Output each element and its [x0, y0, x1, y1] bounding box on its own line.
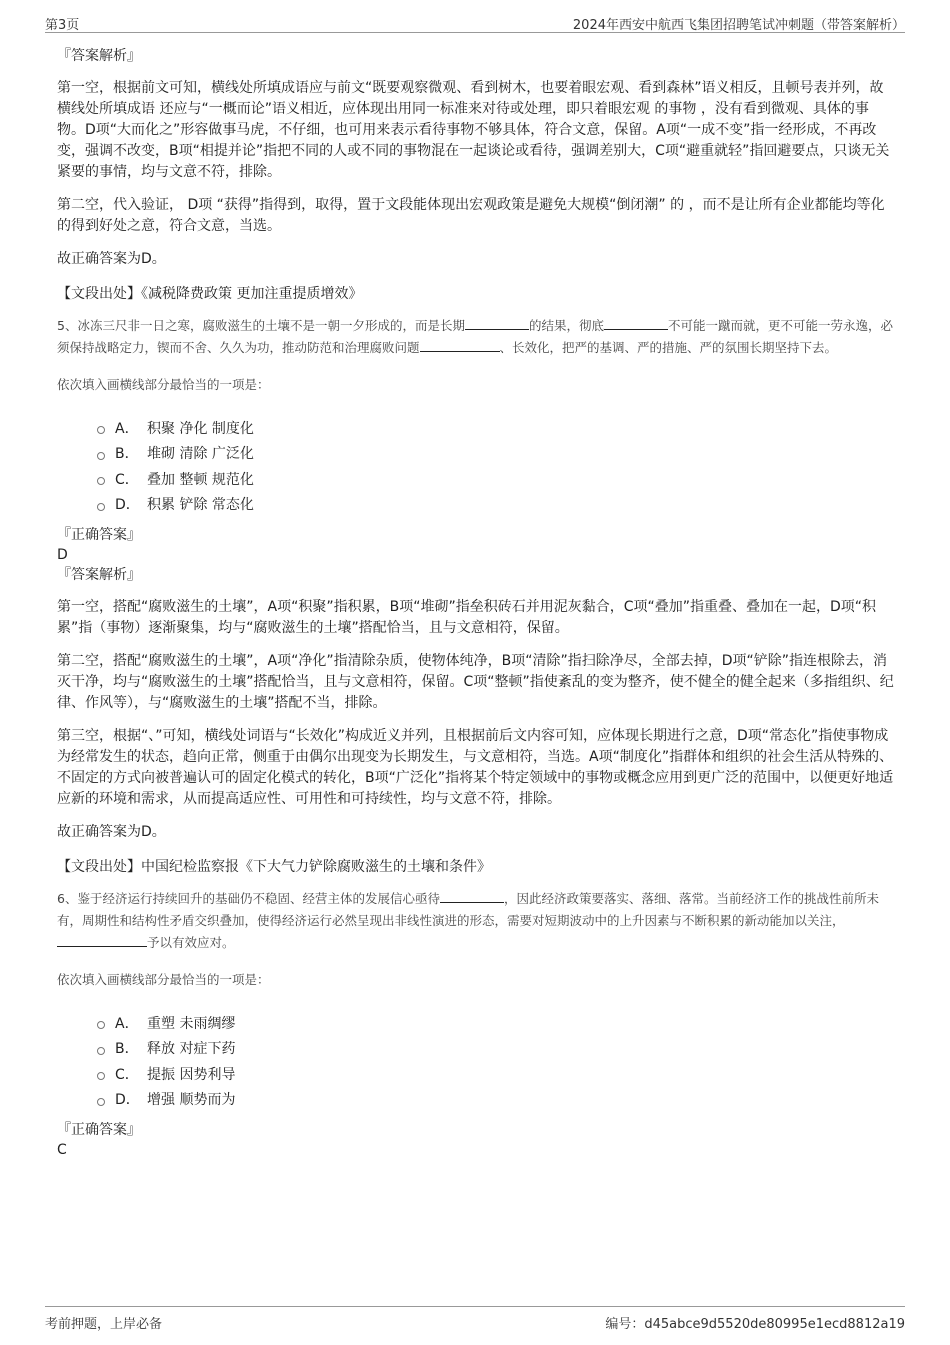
- page-content: [57, 46, 895, 1160]
- explanation-paragraph: 第一空，搭配“腐败滋生的土壤”，A项“积聚”指积累，B项“堆砌”指垒积砖石并用泥灰黏合，C项“叠加”指重叠、叠加在一起，D项“积累”指（事物）逐渐聚集，均与“腐败滋生的土壤”搭配恰当，且与文意相符，保留。: [57, 599, 877, 636]
- blank: [440, 889, 504, 903]
- question-instruction: 依次填入画横线部分最恰当的一项是：: [57, 972, 270, 987]
- explanation-paragraph: 第三空，根据“、”可知，横线处词语与“长效化”构成近义并列，且根据前后文内容可知，应体现长期进行之意，D项“常态化”指使事物成为经常发生的状态，趋向正常，侧重于由偶尔出现变为长期发生，与文意相符，当选。A项“制度化”指群体和组织的社会生活从特殊的、不固定的方式向被普遍认可的固定化模式的转化，B项“广泛化”指将某个特定领域中的事物或概念应用到更广泛的范围中，以便更好地适应新的环境和需求，从而提高适应性、可用性和可持续性，均与文意不符，排除。: [57, 728, 894, 807]
- option-d[interactable]: D． 积累 铲除 常态化: [97, 492, 895, 518]
- source-citation: 【文段出处】《减税降费政策 更加注重提质增效》: [57, 286, 363, 302]
- blank: [57, 933, 147, 947]
- document-id: 编号：d45abce9d5520de80995e1ecd8812a19: [605, 1317, 905, 1332]
- explanation-paragraph: 第二空，搭配“腐败滋生的土壤”，A项“净化”指清除杂质，使物体纯净，B项“清除”指扫除净尽，全部去掉，D项“铲除”指连根除去，消灭干净，均与“腐败滋生的土壤”搭配恰当，且与文意相符，保留。C项“整顿”指使紊乱的变为整齐，使不健全的健全起来（多指组织、纪律、作风等），与“腐败滋生的土壤”搭配不当，排除。: [57, 653, 894, 711]
- blank: [420, 338, 500, 352]
- option-d[interactable]: D． 增强 顺势而为: [97, 1087, 895, 1113]
- radio-icon[interactable]: [97, 1047, 105, 1055]
- correct-answer: C: [57, 1142, 67, 1158]
- source-citation: 【文段出处】中国纪检监察报《下大气力铲除腐败滋生的土壤和条件》: [57, 859, 491, 875]
- radio-icon[interactable]: [97, 426, 105, 434]
- question-stem: 5、冰冻三尺非一日之寒，腐败滋生的土壤不是一朝一夕形成的，而是长期 的结果，彻底 不可能一蹴而就，更不可能一劳永逸，必须保持战略定力，锲而不舍、久久为功，推动防范和治理腐败问题 、长效化，把严的基调、严的措施、严的氛围长期坚持下去。: [57, 318, 893, 355]
- blank: [604, 316, 668, 330]
- explanation-paragraph: 第一空，根据前文可知，横线处所填成语应与前文“既要观察微观、看到树木，也要着眼宏观、看到森林”语义相反，且顿号表并列，故 横线处所填成语 还应与“一概而论”语义相近，应体现出用同一标准来对待或处理，即只着眼宏观 的事物 ，没有看到微观、具体的事物。D项“大而化之”形容做事马虎，不仔细，也可用来表示看待事物不够具体，符合文意，保留。A项“一成不变”指一经形成，不再改变，强调不改变，B项“相提并论”指把不同的人或不同的事物混在一起谈论或看待，强调差别大，C项“避重就轻”指回避要点，只谈无关紧要的事情，均与文意不符，排除。: [57, 80, 890, 180]
- page-footer: [45, 1306, 905, 1331]
- option-a[interactable]: A． 积聚 净化 制度化: [97, 415, 895, 441]
- answer-label: 『正确答案』: [57, 1122, 141, 1138]
- radio-icon[interactable]: [97, 477, 105, 485]
- option-a[interactable]: A． 重塑 未雨绸缪: [97, 1010, 895, 1036]
- correct-answer: D: [57, 547, 68, 563]
- option-c[interactable]: C． 提振 因势利导: [97, 1061, 895, 1087]
- explanation-label: 『答案解析』: [57, 567, 141, 583]
- footer-slogan: 考前押题，上岸必备: [45, 1317, 163, 1332]
- conclusion: 故正确答案为D。: [57, 251, 166, 267]
- explanation-paragraph: 第二空，代入验证， D项 “获得”指得到，取得，置于文段能体现出宏观政策是避免大规模“倒闭潮” 的 ，而不是让所有企业都能均等化的得到好处之意，符合文意，当选。: [57, 197, 885, 234]
- explanation-label: 『答案解析』: [57, 48, 141, 64]
- question-instruction: 依次填入画横线部分最恰当的一项是：: [57, 377, 270, 392]
- question-stem: 6、鉴于经济运行持续回升的基础仍不稳固、经营主体的发展信心亟待 ，因此经济政策要落实、落细、落常。当前经济工作的挑战性前所未有，周期性和结构性矛盾交织叠加，使得经济运行必然呈现出非线性演进的形态，需要对短期波动中的上升因素与不断积累的新动能加以关注，予以有效应对。: [57, 891, 879, 950]
- radio-icon[interactable]: [97, 1098, 105, 1106]
- answer-label: 『正确答案』: [57, 527, 141, 543]
- radio-icon[interactable]: [97, 452, 105, 460]
- blank: [465, 316, 529, 330]
- option-b[interactable]: B． 堆砌 清除 广泛化: [97, 441, 895, 467]
- options-list: [57, 415, 895, 517]
- conclusion: 故正确答案为D。: [57, 824, 166, 840]
- option-c[interactable]: C． 叠加 整顿 规范化: [97, 466, 895, 492]
- option-b[interactable]: B． 释放 对症下药: [97, 1036, 895, 1062]
- radio-icon[interactable]: [97, 1021, 105, 1029]
- document-title: 2024年西安中航西飞集团招聘笔试冲刺题（带答案解析）: [572, 18, 905, 33]
- radio-icon[interactable]: [97, 1072, 105, 1080]
- page-number: 第3页: [45, 18, 80, 33]
- page-header: [45, 10, 905, 33]
- options-list: [57, 1010, 895, 1112]
- radio-icon[interactable]: [97, 503, 105, 511]
